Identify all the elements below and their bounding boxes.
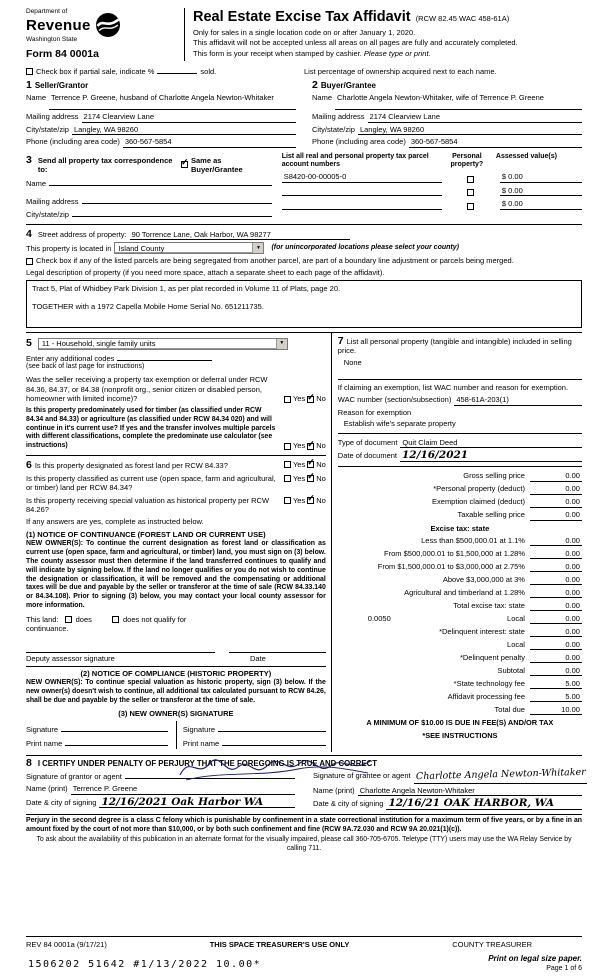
exemption-claimed-value[interactable]: 0.00 <box>530 497 582 508</box>
parcel-number-input-1[interactable]: S8420-00-00005-0 <box>282 172 442 183</box>
new-owner-print-name-input-2[interactable] <box>222 737 326 746</box>
assessed-value-column-header: Assessed value(s) <box>495 152 557 160</box>
land-does-qualify-checkbox[interactable] <box>65 616 72 623</box>
seller-section-title: Seller/Grantor <box>34 80 89 90</box>
parcel-row <box>282 199 582 210</box>
no-label: No <box>316 441 326 451</box>
additional-codes-label: Enter any additional codes <box>26 353 115 363</box>
print-name-label: Print name <box>26 738 63 748</box>
perjury-notice <box>26 814 582 854</box>
checkmark: ✓ <box>307 457 315 468</box>
seller-phone-label: Phone (including area code) <box>26 137 120 147</box>
grantee-date-city-input[interactable]: 12/16/21 OAK HARBOR, WA <box>386 798 582 810</box>
personal-property-checkbox-2[interactable] <box>467 189 474 196</box>
partial-sale-percent-input[interactable] <box>157 65 197 74</box>
timber-use-question: Is this property predominately used for timber (as classified under RCW 84.34 and 84.33) or agriculture (as classified under RCW 84.34 020) and will continue in it's current use? If yes and the transfer involves multiple parcels with different classifications, complete the predominate use calculator (see instructions) <box>26 406 276 450</box>
grantee-signature-script: Charlotte Angela Newton-Whitaker <box>415 767 586 783</box>
parcel-table <box>282 153 582 220</box>
forest-land-no-checkbox[interactable] <box>307 457 315 468</box>
partial-sale-suffix: sold. <box>200 67 217 77</box>
subtotal-value[interactable]: 0.00 <box>530 666 582 677</box>
checkmark: ✓ <box>181 157 189 168</box>
bracket-agricultural-label: Agricultural and timberland at 1.28% <box>404 587 525 597</box>
county-dropdown-value: Island County <box>118 243 165 253</box>
section-3-number: 3 <box>26 153 32 166</box>
buyer-mailing-input[interactable]: 2174 Clearview Lane <box>368 112 582 123</box>
section-5-number: 5 <box>26 337 32 350</box>
yes-label: Yes <box>292 394 306 404</box>
excise-tax-computation <box>338 466 582 715</box>
footer-row <box>26 936 582 950</box>
checkmark: ✓ <box>307 493 315 504</box>
grantee-date-city-label: Date & city of signing <box>313 799 384 809</box>
gross-selling-price-value[interactable]: 0.00 <box>530 471 582 482</box>
notice-compliance-body: NEW OWNER(S): To continue special valuation as historic property, sign (3) below. If the new owner(s) doesn't wish to continue, all additional tax calculated pursuant to RCW 84.26, shall be due and payable by the seller or transferor at the time of sale. <box>26 679 326 704</box>
type-of-document-input[interactable]: Quit Claim Deed <box>400 438 582 449</box>
dropdown-arrow-icon[interactable]: ▼ <box>252 243 263 253</box>
delinquent-interest-local-label: Local <box>507 639 525 649</box>
see-instructions-note: *SEE INSTRUCTIONS <box>422 730 498 740</box>
form-rcw-reference: (RCW 82.45 WAC 458-61A) <box>415 14 510 23</box>
section-certify <box>26 755 586 810</box>
dropdown-arrow-icon[interactable]: ▼ <box>276 339 287 349</box>
seller-mailing-input[interactable]: 2174 Clearview Lane <box>82 112 296 123</box>
bracket-3-label: From $1,500,000.01 to $3,000,000 at 2.75% <box>377 561 525 571</box>
checkmark: ✓ <box>307 438 315 449</box>
bracket-2-label: From $500,000.01 to $1,500,000 at 1.28% <box>384 548 525 558</box>
grantor-signature-input[interactable] <box>125 770 295 779</box>
if-yes-note: If any answers are yes, complete as instructed below. <box>26 517 204 527</box>
historic-property-question: Is this property receiving special valuation as historical property per RCW 84.26? <box>26 495 270 515</box>
print-on-legal-note: Print on legal size paper. <box>488 953 582 963</box>
no-label: No <box>316 495 326 505</box>
ownership-percentage-note: List percentage of ownership acquired next to each name. <box>304 67 497 77</box>
yes-label: Yes <box>292 495 306 505</box>
section-8-number: 8 <box>26 756 32 769</box>
section-correspondence <box>26 153 582 220</box>
total-due-value[interactable]: 10.00 <box>530 705 582 716</box>
section-2-number: 2 <box>312 78 318 91</box>
buyer-city-input[interactable]: Langley, WA 98260 <box>358 125 582 136</box>
grantor-date-city-input[interactable]: 12/16/2021 Oak Harbor WA <box>99 797 295 809</box>
signature-label: Signature <box>26 725 59 735</box>
section-buyer <box>312 79 582 148</box>
bracket-1-value[interactable]: 0.00 <box>530 536 582 547</box>
reason-for-exemption-label: Reason for exemption <box>337 407 412 417</box>
minimum-due-note: A MINIMUM OF $10.00 IS DUE IN FEE(S) AND/OR TAX <box>366 718 554 728</box>
seller-phone-input[interactable]: 360-567-5854 <box>123 137 296 148</box>
bracket-1-label: Less than $500,000.01 at 1.1% <box>421 535 525 545</box>
legal-description-input[interactable] <box>26 280 582 328</box>
affidavit-processing-fee-label: Affidavit processing fee <box>447 691 525 701</box>
type-of-document-label: Type of document <box>337 437 398 447</box>
partial-sale-row <box>26 65 582 77</box>
yes-label: Yes <box>292 460 306 470</box>
does-not-label: does not qualify for <box>122 614 187 624</box>
street-address-label: Street address of property: <box>37 229 127 239</box>
date-of-document-input[interactable]: 12/16/2021 <box>400 450 582 462</box>
legal-description-line-2: TOGETHER with a 1972 Capella Mobile Home Serial No. 651211735. <box>32 302 264 312</box>
personal-property-deduct-label: *Personal property (deduct) <box>433 484 525 494</box>
personal-property-list-label: 7 List all personal property (tangible and intangible) included in selling price. <box>337 334 572 356</box>
same-as-buyer-checkbox[interactable] <box>181 157 189 168</box>
assessed-value-input-3[interactable]: $ 0.00 <box>500 199 582 210</box>
segregated-parcels-label: Check box if any of the listed parcels are being segregated from another parcel, are part of a boundary line adjustment or parcels being merged. <box>36 256 514 266</box>
segregated-parcels-checkbox[interactable] <box>26 258 33 265</box>
deputy-assessor-signature-input[interactable] <box>26 644 215 653</box>
excise-tax-state-header: Excise tax: state <box>430 523 490 533</box>
buyer-phone-label: Phone (including area code) <box>312 137 406 147</box>
gross-selling-price-label: Gross selling price <box>463 471 525 481</box>
timber-use-no-checkbox[interactable] <box>307 438 315 450</box>
rev-form-number: REV 84 0001a (9/17/21) <box>26 940 107 950</box>
dept-of-label: Department of <box>26 8 68 15</box>
county-treasurer-label: COUNTY TREASURER <box>452 940 532 950</box>
land-does-not-qualify-checkbox[interactable] <box>112 616 119 623</box>
seller-exemption-question: Was the seller receiving a property tax exemption or deferral under RCW 84.36, 84.37, or 84.38 (nonprofit org., senior citizen or disabled person, homeowner with limited income)? <box>26 375 268 404</box>
bracket-agricultural-value[interactable]: 0.00 <box>530 588 582 599</box>
county-note: (for unincorporated locations please select your county) <box>271 243 459 251</box>
affidavit-processing-fee-value[interactable]: 5.00 <box>530 692 582 703</box>
delinquent-interest-state-value[interactable]: 0.00 <box>530 627 582 638</box>
deputy-assessor-date-input[interactable] <box>229 644 326 653</box>
located-in-label: This property is located in <box>26 243 112 253</box>
form-number: Form 84 0001a <box>26 47 99 60</box>
buyer-section-title: Buyer/Grantee <box>320 80 376 90</box>
does-label: does <box>75 614 92 624</box>
no-label: No <box>316 394 326 404</box>
header-note-2: This affidavit will not be accepted unless all areas on all pages are fully and accurately completed. <box>193 38 518 48</box>
notice-compliance-title: (2) NOTICE OF COMPLIANCE (HISTORIC PROPERTY) <box>80 668 272 678</box>
cashier-receipt-stamp: 1506202 51642 #1/13/2022 10.00* <box>28 959 262 971</box>
partial-sale-checkbox[interactable] <box>26 68 33 75</box>
seller-name-label: Name <box>26 93 47 103</box>
wac-number-input[interactable]: 458-61A-203(1) <box>454 395 582 406</box>
local-tax-value[interactable]: 0.00 <box>530 614 582 625</box>
bracket-4-label: Above $3,000,000 at 3% <box>442 574 525 584</box>
bracket-2-value[interactable]: 0.00 <box>530 549 582 560</box>
personal-property-deduct-value[interactable]: 0.00 <box>530 484 582 495</box>
checkmark: ✓ <box>307 470 315 481</box>
grantee-signature-label: Signature of grantee or agent <box>313 771 411 781</box>
deputy-assessor-signature-label: Deputy assessor signature <box>26 654 115 664</box>
buyer-mailing-label: Mailing address <box>312 112 365 122</box>
personal-property-checkbox-3[interactable] <box>467 203 474 210</box>
delinquent-interest-state-label: *Delinquent interest: state <box>439 626 525 636</box>
yes-label: Yes <box>292 441 306 451</box>
seller-mailing-label: Mailing address <box>26 112 79 122</box>
correspondence-name-input[interactable] <box>49 177 272 186</box>
grantor-print-name-label: Name (print) <box>26 784 68 794</box>
forest-land-question: 6 Is this property designated as forest land per RCW 84.33? <box>26 459 228 472</box>
additional-codes-input[interactable] <box>117 352 212 361</box>
land-use-code-dropdown[interactable] <box>38 338 288 350</box>
total-due-label: Total due <box>494 704 525 714</box>
exemption-note: If claiming an exemption, list WAC number and reason for exemption. <box>337 383 569 393</box>
personal-property-column-header: Personal property? <box>450 152 484 168</box>
treasurer-space-label: THIS SPACE TREASURER'S USE ONLY <box>209 940 350 950</box>
no-label: No <box>316 460 326 470</box>
revenue-wordmark: Revenue <box>26 17 91 35</box>
new-owner-signature-input-1[interactable] <box>61 723 168 732</box>
parcel-column-header: List all real and personal property tax parcel account numbers <box>281 152 429 168</box>
bracket-3-value[interactable]: 0.00 <box>530 562 582 573</box>
print-name-label: Print name <box>182 738 220 748</box>
parcel-row <box>282 172 582 183</box>
state-technology-fee-label: *State technology fee <box>453 678 525 688</box>
correspondence-city-label: City/state/zip <box>26 210 69 220</box>
personal-property-checkbox-1[interactable] <box>467 176 474 183</box>
assessed-value-input-1[interactable]: $ 0.00 <box>500 172 582 183</box>
certify-title: I CERTIFY UNDER PENALTY OF PERJURY THAT THE FOREGOING IS TRUE AND CORRECT <box>37 758 378 768</box>
forest-land-yes-checkbox[interactable] <box>284 461 291 468</box>
historic-property-yes-checkbox[interactable] <box>284 497 291 504</box>
street-address-input[interactable]: 90 Torrence Lane, Oak Harbor, WA 98277 <box>130 230 350 241</box>
correspondence-mailing-input[interactable] <box>82 195 272 204</box>
section-property <box>26 224 582 328</box>
seller-exemption-yes-checkbox[interactable] <box>284 396 291 403</box>
signature-label: Signature <box>182 725 215 735</box>
dor-logo-icon <box>95 12 121 41</box>
perjury-body: Perjury in the second degree is a class C felony which is punishable by confinement in a state correctional institution for a maximum term of five years, or by a fine in an amount fixed by the court of not more than $10,000, or by both such confinement and fine (RCW 9A.72.030 and RCW 9A 20.021(1)(c)). <box>26 816 582 833</box>
seller-city-label: City/state/zip <box>26 124 69 134</box>
grantee-print-name-input[interactable]: Charlotte Angela Newton-Whitaker <box>358 786 582 797</box>
wac-number-label: WAC number (section/subsection) <box>337 394 452 404</box>
header-note-3: This form is your receipt when stamped by cashier. Please type or print. <box>193 48 431 58</box>
this-land-label: This land: <box>26 614 59 624</box>
accessibility-note: To ask about the availability of this publication in an alternate format for the visually impaired, please call 360-705-6705. Teletype (TTY) users may use the WA Relay Service by calling 711. <box>36 836 572 853</box>
date-of-document-label: Date of document <box>337 451 397 461</box>
notice-continuance-title: (1) NOTICE OF CONTINUANCE (FOREST LAND OR CURRENT USE) <box>26 529 266 539</box>
section-tax <box>338 336 582 741</box>
no-label: No <box>316 473 326 483</box>
correspondence-mailing-label: Mailing address <box>26 196 79 206</box>
section-designation <box>26 455 326 748</box>
personal-property-input[interactable]: None <box>343 357 362 367</box>
current-use-question: Is this property classified as current use (open space, farm and agricultural, or timber) land per RCW 84.34? <box>26 473 276 493</box>
local-rate-value[interactable]: 0.0050 <box>367 613 391 623</box>
seller-name-input[interactable]: Terrence P. Greene, husband of Charlotte Angela Newton-Whitaker <box>49 93 296 110</box>
grantee-signature-input[interactable] <box>414 767 588 783</box>
section-7-number: 7 <box>337 334 344 347</box>
page-number: Page 1 of 6 <box>546 965 582 973</box>
delinquent-interest-local-value[interactable]: 0.00 <box>530 640 582 651</box>
buyer-name-label: Name <box>312 93 333 103</box>
buyer-name-input[interactable]: Charlotte Angela Newton-Whitaker, wife of Terrence P. Greene <box>335 93 582 110</box>
seller-exemption-no-checkbox[interactable] <box>307 391 315 403</box>
yes-label: Yes <box>292 473 306 483</box>
correspondence-label: Send all property tax correspondence to: <box>37 155 173 175</box>
washington-state-label: Washington State <box>26 35 78 43</box>
parcel-row <box>282 186 582 197</box>
state-technology-fee-value[interactable]: 5.00 <box>530 679 582 690</box>
legal-description-label: Legal description of property (if you need more space, attach a separate sheet to each page of the affidavit). <box>26 268 385 278</box>
historic-property-no-checkbox[interactable] <box>307 493 315 504</box>
correspondence-name-label: Name <box>26 179 47 189</box>
deputy-date-label: Date <box>249 654 266 664</box>
continuance-label: continuance. <box>26 624 69 634</box>
assessed-value-input-2[interactable]: $ 0.00 <box>500 186 582 197</box>
county-dropdown[interactable] <box>114 242 264 254</box>
reason-for-exemption-input[interactable]: Establish wife's separate property <box>343 419 456 429</box>
current-use-yes-checkbox[interactable] <box>284 475 291 482</box>
grantor-signature-label: Signature of grantor or agent <box>26 772 122 782</box>
parcel-number-input-2[interactable] <box>282 187 442 196</box>
additional-codes-note: (see back of last page for instructions) <box>26 363 145 371</box>
correspondence-city-input[interactable] <box>72 208 272 217</box>
buyer-city-label: City/state/zip <box>312 124 355 134</box>
land-use-code-value: 11 - Household, single family units <box>41 338 156 348</box>
bracket-4-value[interactable]: 0.00 <box>530 575 582 586</box>
section-4-number: 4 <box>26 227 32 240</box>
legal-description-line-1: Tract 5, Plat of Whidbey Park Division 1, as per plat recorded in Volume 11 of Plats, page 20. <box>32 283 341 293</box>
section-seller <box>26 79 296 148</box>
section-land-use <box>26 338 326 451</box>
taxable-selling-price-label: Taxable selling price <box>457 510 525 520</box>
grantor-date-city-label: Date & city of signing <box>26 797 97 807</box>
new-owner-print-name-input-1[interactable] <box>65 737 168 746</box>
delinquent-penalty-value[interactable]: 0.00 <box>530 653 582 664</box>
form-title: Real Estate Excise Tax Affidavit <box>193 9 411 25</box>
total-excise-state-label: Total excise tax: state <box>453 600 525 610</box>
header-note-1: Only for sales in a single location code on or after January 1, 2020. <box>193 27 416 37</box>
section-1-number: 1 <box>26 78 32 91</box>
notice-continuance-body: NEW OWNER(S): To continue the current designation as forest land or classification as current use (open space, farm and agricultural, or timber) land, you must sign on (3) below. The county assessor must then determine if the land transferred continues to qualify and will indicate by signing below. If the land no longer qualifies or you do not wish to continue the designation or classification, it will be removed and the compensating or additional taxes will be due and payable by the seller or transferor at the time of sale (RCW 84.33.140 or 84.34.108). Prior to signing (3) below, you may contact your local county assessor for more information. <box>26 540 326 610</box>
timber-use-yes-checkbox[interactable] <box>284 443 291 450</box>
section-6-number: 6 <box>26 459 32 472</box>
exemption-claimed-label: Exemption claimed (deduct) <box>432 497 525 507</box>
total-excise-state-value[interactable]: 0.00 <box>530 601 582 612</box>
parcel-number-input-3[interactable] <box>282 201 442 210</box>
partial-sale-label: Check box if partial sale, indicate % <box>36 67 155 77</box>
buyer-phone-input[interactable]: 360-567-5854 <box>409 137 582 148</box>
current-use-no-checkbox[interactable] <box>307 470 315 482</box>
local-tax-label: Local <box>507 613 525 623</box>
delinquent-penalty-label: *Delinquent penalty <box>459 652 525 662</box>
same-as-buyer-label: Same as Buyer/Grantee <box>191 155 243 175</box>
seller-city-input[interactable]: Langley, WA 98260 <box>72 125 296 136</box>
checkmark: ✓ <box>307 391 315 402</box>
new-owners-signature-title: (3) NEW OWNER(S) SIGNATURE <box>118 708 234 718</box>
taxable-selling-price-value[interactable]: 0.00 <box>530 510 582 521</box>
grantee-print-name-label: Name (print) <box>313 785 355 795</box>
new-owner-signature-input-2[interactable] <box>218 723 326 732</box>
form-header <box>26 8 582 61</box>
grantor-print-name-input[interactable]: Terrence P. Greene <box>71 784 295 795</box>
subtotal-label: Subtotal <box>497 665 525 675</box>
